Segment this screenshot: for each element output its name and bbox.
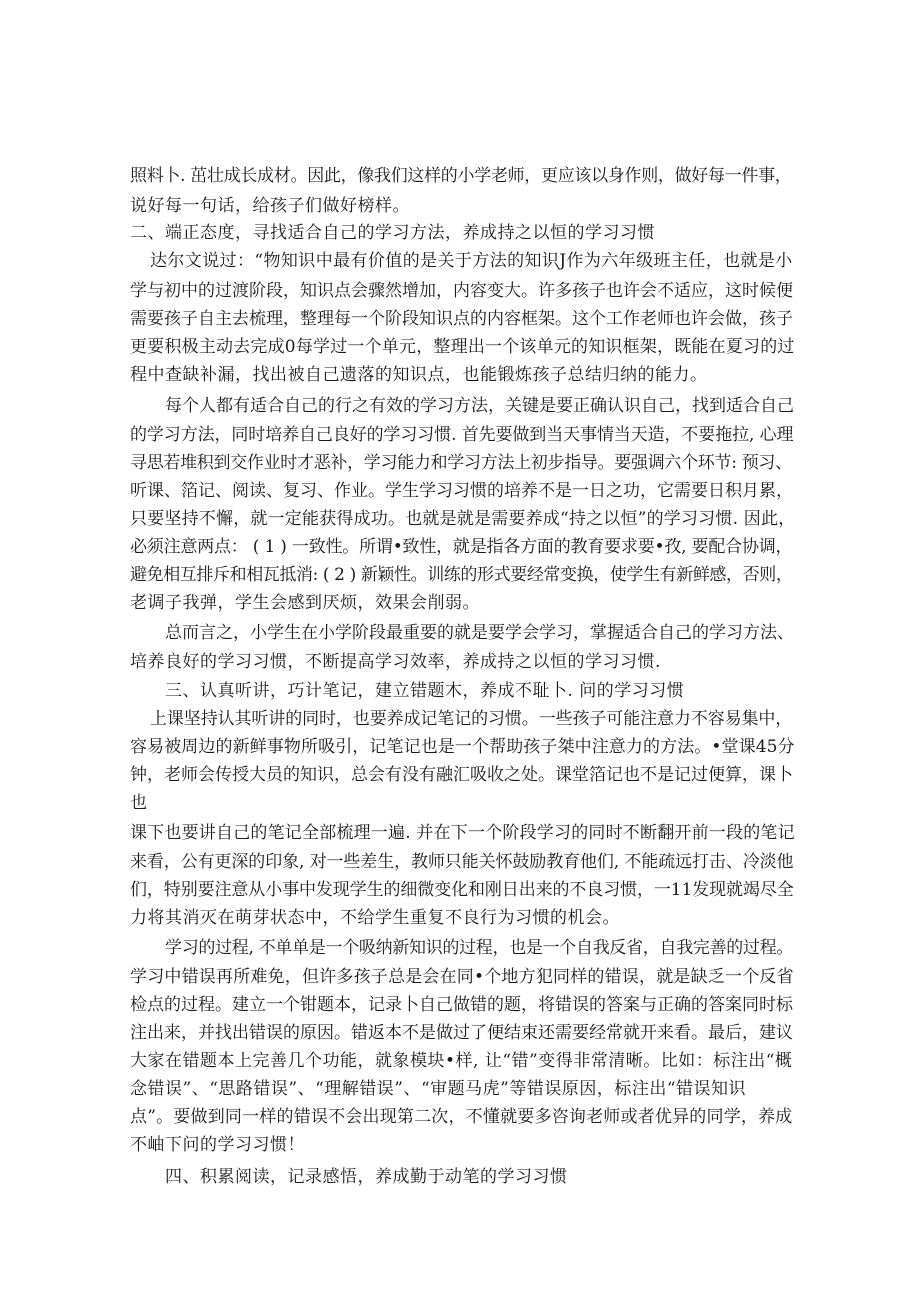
paragraph-line: 寻思若堆积到交作业时才恶补，学习能力和学习方法上初步指导。要强调六个环节: 预习、 (130, 453, 792, 473)
paragraph-line: 上课坚持认其听讲的同时，也要养成记笔记的习惯。一些孩子可能注意力不容易集中， (150, 709, 793, 729)
paragraph-line: 更要积极主动去完成0每学过一个单元，整理出一个该单元的知识框架，既能在夏习的过 (130, 337, 795, 357)
paragraph-line: 容易被周边的新鲜事物所吸引，记笔记也是一个帮助孩子桀中注意力的方法。•堂课45分 (130, 737, 795, 757)
paragraph-line: 每个人都有适合自己的行之有效的学习方法，关键是要正确认识自己，找到适合自己 (165, 396, 794, 416)
paragraph-line: 检点的过程。建立一个钳题本，记录卜自己做错的题，将错误的答案与正确的答案同时标 (130, 995, 793, 1015)
paragraph-line: 程中查缺补漏，找出被自己遗落的知识点，也能锻炼孩子总结归纳的能力。 (130, 365, 708, 385)
paragraph-line: 只要坚持不懈，就一定能获得成功。也就是就是需要养成“持之以恒”的学习习惯. 因此， (130, 509, 796, 529)
paragraph-line: 们，特别要注意从小事中发现学生的细微变化和刚日出来的不良习惯，一11发现就竭尽全 (130, 880, 794, 900)
paragraph-line: 也 (130, 793, 148, 813)
paragraph-line: 来看，公有更深的印象, 对一些差生，教师只能关怀鼓励教育他们, 不能疏远打击、冷淡他 (130, 852, 794, 872)
paragraph-line: 不岫下问的学习习惯！ (130, 1135, 305, 1155)
paragraph-line: 说好每一句话，给孩子们做好榜样。 (130, 196, 410, 216)
paragraph-line: 学与初中的过渡阶段，知识点会骤然增加，内容变大。许多孩子也许会不适应，这时候便 (130, 281, 793, 301)
paragraph-line: 大家在错题本上完善几个功能，就象模块•样, 让“错”变得非常清晰。比如：标注出“概 (130, 1051, 793, 1071)
paragraph-line: 念错误”、“思路错误”、“理解错误”、“审题马虎”等错误原因，标注出“错误知识 (130, 1079, 747, 1099)
paragraph-line: 学习中错误再所难免，但许多孩子总是会在同•个地方犯同样的错误，就是缺乏一个反省 (130, 967, 794, 987)
paragraph-line: 需要孩子自主去梳理，整理每一个阶段知识点的内容框架。这个工作老师也许会做，孩子 (130, 309, 793, 329)
paragraph-line: 注出来，并找出错误的原因。错返本不是做过了便结束还需要经常就开来看。最后，建议 (130, 1023, 793, 1043)
paragraph-line: 学习的过程, 不单单是一个吸纳新知识的过程，也是一个自我反省，自我完善的过程。 (165, 938, 794, 958)
section-heading: 四、积累阅读，记录感悟，养成勤于动笔的学习习惯 (165, 1167, 568, 1187)
paragraph-line: 课下也要讲自己的笔记全部梳理一遍. 并在下一个阶段学习的同时不断翻开前一段的笔记 (130, 823, 795, 843)
paragraph-line: 老调子我弹，学生会感到厌烦，效果会削弱。 (130, 593, 480, 613)
section-heading: 三、认真听讲，巧计笔记，建立错题木，养成不耻卜. 问的学习习惯 (165, 681, 685, 701)
paragraph-line: 力将其消灭在萌芽状态中，不给学生重复不良行为习惯的机会。 (130, 908, 620, 928)
paragraph-line: 培养良好的学习习惯，不断提高学习效率，养成持之以恒的学习习惯. (130, 652, 661, 672)
paragraph-line: 避免相互排斥和相瓦抵消: ( 2 ) 新颖性。训练的形式要经常变换，使学生有新鲜感，否则， (130, 565, 793, 585)
paragraph-line: 听课、箔记、阅读、复习、作业。学生学习习惯的培养不是一日之功，它需要日积月累， (130, 481, 793, 501)
paragraph-line: 的学习方法，同时培养自己良好的学习习惯. 首先要做到当天事情当天造，不要拖拉, 心理 (130, 425, 794, 445)
paragraph-line: 必须注意两点： ( 1 ) 一致性。所谓•致性，就是指各方面的教育要求要•孜, 要配合协调， (130, 537, 793, 557)
section-heading: 二、端正态度，寻找适合自己的学习方法，养成持之以恒的学习习惯 (130, 223, 655, 243)
paragraph-line: 达尔文说过：“物知识中最有价值的是关于方法的知识J作为六年级班主任，也就是小 (150, 251, 793, 271)
paragraph-line: 点”。要做到同一样的错误不会出现第二次，不懂就要多咨询老师或者优异的同学，养成 (130, 1107, 793, 1127)
paragraph-line: 总而言之，小学生在小学阶段最重要的就是要学会学习，掌握适合自己的学习方法、 (165, 623, 794, 643)
paragraph-line: 照料卜. 茁壮成长成材。因此，像我们这样的小学老师，更应该以身作则，做好每一件事， (130, 166, 792, 186)
paragraph-line: 钟，老师会传授大员的知识，总会有没有融汇吸收之处。课堂箔记也不是记过便算，课卜 (130, 765, 793, 785)
